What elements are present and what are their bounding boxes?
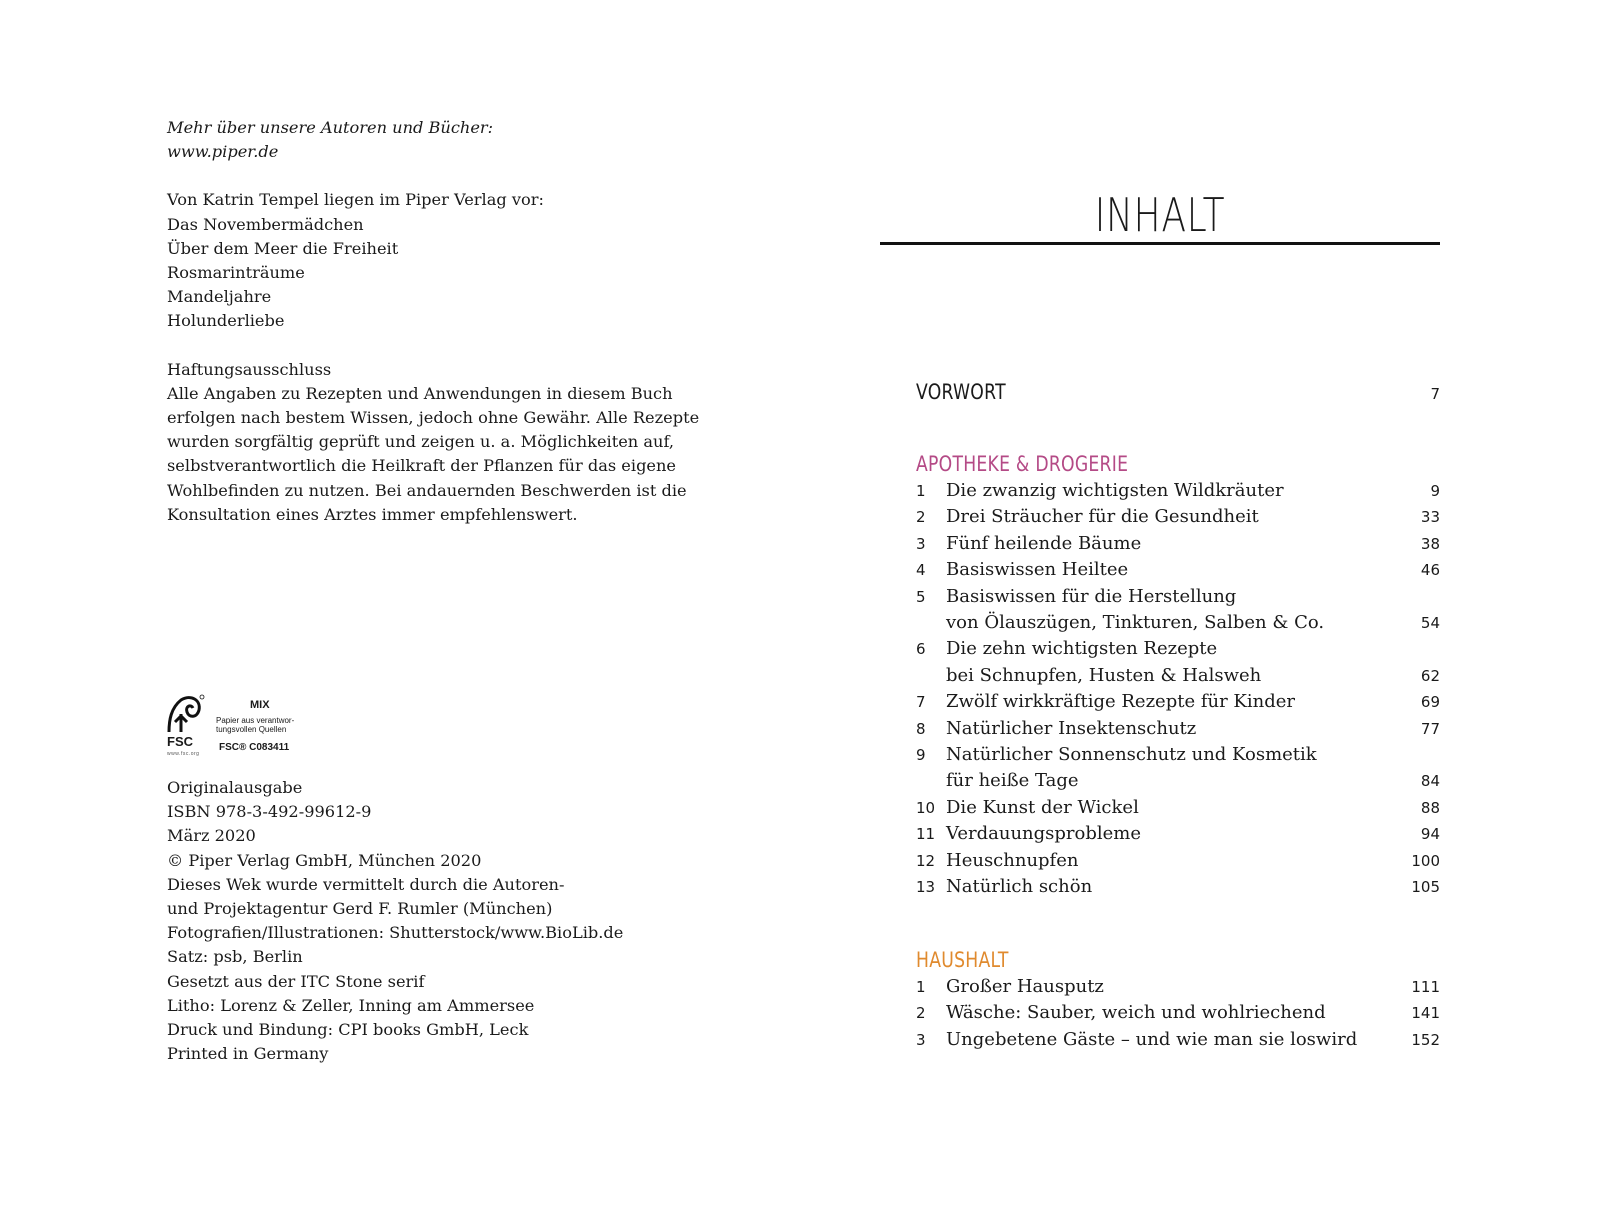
entry-title: Fünf heilende Bäume (946, 532, 1142, 554)
section-heading: APOTHEKE & DROGERIE (916, 452, 1129, 476)
entry-title: Basiswissen für die Herstellung (946, 585, 1237, 607)
entry-page-number: 69 (1420, 693, 1440, 712)
toc-entry[interactable] (916, 478, 1440, 504)
entry-page-number: 111 (1411, 978, 1440, 996)
fsc-mix-label: MIX (250, 699, 270, 711)
entry-title: Die Kunst der Wickel (946, 796, 1139, 818)
fsc-tree-icon (161, 694, 205, 736)
entry-number: 4 (916, 561, 926, 580)
entry-number: 8 (916, 719, 926, 738)
book-title: Mandeljahre (167, 287, 272, 307)
entry-number: 13 (916, 878, 936, 897)
toc-title-rule (880, 242, 1440, 245)
entry-page-number: 141 (1411, 1004, 1440, 1023)
entry-page-number: 77 (1420, 719, 1440, 738)
entry-title: Verdauungsprobleme (946, 823, 1142, 845)
entry-title: Zwölf wirkkräftige Rezepte für Kinder (946, 691, 1295, 713)
left-page (167, 116, 727, 527)
disclaimer-title: Haftungsausschluss (167, 359, 332, 379)
entry-page-number: 9 (1430, 482, 1440, 500)
entry-title: von Ölauszügen, Tinkturen, Salben & Co. (946, 612, 1325, 634)
imprint-line: und Projektagentur Gerd F. Rumler (München) (167, 899, 553, 919)
section-heading: HAUSHALT (916, 948, 1009, 972)
toc-entry[interactable] (916, 716, 1440, 742)
toc-entry[interactable] (916, 974, 1440, 1000)
entry-page-number: 54 (1420, 614, 1440, 633)
imprint-line: Satz: psb, Berlin (167, 947, 303, 967)
toc-entry[interactable] (916, 821, 1440, 847)
fsc-url: www.fsc.org (167, 751, 200, 757)
toc-title: INHALT (1094, 188, 1226, 242)
entry-number: 12 (916, 851, 936, 870)
books-intro: Von Katrin Tempel liegen im Piper Verlag vor: (167, 190, 544, 210)
imprint-line: Printed in Germany (167, 1044, 329, 1064)
toc-entry[interactable] (916, 504, 1440, 530)
toc-section-apotheke (916, 450, 1440, 901)
entry-title: bei Schnupfen, Husten & Halsweh (946, 664, 1262, 686)
entry-title: Heuschnupfen (946, 849, 1079, 871)
fsc-description: Papier aus verantwor-tungsvollen Quellen (216, 716, 295, 734)
toc-entry[interactable] (916, 584, 1440, 637)
entry-number: 1 (916, 978, 926, 996)
entry-title: Die zwanzig wichtigsten Wildkräuter (946, 480, 1284, 501)
vorwort-label: VORWORT (916, 380, 1006, 404)
imprint-line: Litho: Lorenz & Zeller, Inning am Ammersee (167, 995, 535, 1015)
imprint-line: Originalausgabe (167, 778, 303, 797)
entry-page-number: 105 (1411, 878, 1440, 897)
entry-title: Natürlicher Insektenschutz (946, 717, 1197, 739)
toc-entry[interactable] (916, 795, 1440, 821)
entry-title: Basiswissen Heiltee (946, 559, 1129, 581)
toc-entry[interactable] (916, 848, 1440, 874)
entry-title: Großer Hausputz (946, 976, 1104, 997)
entry-page-number: 38 (1420, 534, 1440, 553)
entry-title: Die zehn wichtigsten Rezepte (946, 638, 1218, 660)
toc-section-haushalt (916, 946, 1440, 1053)
entry-page-number: 100 (1411, 851, 1440, 870)
entry-number: 2 (916, 1004, 926, 1023)
entry-page-number: 88 (1420, 798, 1440, 817)
entry-title: Drei Sträucher für die Gesundheit (946, 506, 1259, 528)
toc-entry[interactable] (916, 874, 1440, 900)
disclaimer-line: Alle Angaben zu Rezepten und Anwendungen in diesem Buch (167, 383, 673, 403)
entry-number: 1 (916, 482, 926, 500)
entry-number: 7 (916, 693, 926, 712)
entry-page-number: 46 (1420, 561, 1440, 580)
imprint (167, 776, 727, 1066)
entry-number: 11 (916, 825, 936, 844)
entry-number: 10 (916, 798, 936, 817)
disclaimer-line: erfolgen nach bestem Wissen, jedoch ohne Gewähr. Alle Rezepte (167, 408, 700, 428)
entry-number: 6 (916, 640, 926, 659)
website-text: www.piper.de (167, 142, 279, 162)
toc-entry[interactable] (916, 636, 1440, 689)
toc-entry[interactable] (916, 531, 1440, 557)
book-title: Das Novembermädchen (167, 214, 364, 234)
entry-number: 5 (916, 587, 926, 606)
fsc-wordmark: FSC (167, 734, 193, 749)
entry-page-number: 94 (1420, 825, 1440, 844)
entry-page-number: 152 (1411, 1030, 1440, 1049)
entry-title: Natürlicher Sonnenschutz und Kosmetik (946, 744, 1317, 766)
disclaimer-line: Wohlbefinden zu nutzen. Bei andauernden Beschwerden ist die (167, 480, 687, 500)
book-title: Holunderliebe (167, 311, 285, 331)
toc-entry[interactable] (916, 742, 1440, 795)
disclaimer-line: wurden sorgfältig geprüft und zeigen u. a. Möglichkeiten auf, (167, 432, 675, 452)
imprint-line: Fotografien/Illustrationen: Shutterstock/www.BioLib.de (167, 923, 624, 943)
disclaimer-line: selbstverantwortlich die Heilkraft der Pflanzen für das eigene (167, 456, 677, 476)
imprint-line: Gesetzt aus der ITC Stone serif (167, 971, 425, 991)
imprint-line: März 2020 (167, 826, 256, 846)
disclaimer-line: Konsultation eines Arztes immer empfehlenswert. (167, 504, 578, 524)
entry-title: Ungebetene Gäste – und wie man sie loswird (946, 1028, 1358, 1050)
imprint-line: ISBN 978-3-492-99612-9 (167, 802, 372, 822)
vorwort-page: 7 (1430, 385, 1440, 403)
book-title: Rosmarinträume (167, 263, 305, 283)
imprint-line: Dieses Wek wurde vermittelt durch die Autoren- (167, 874, 565, 894)
entry-page-number: 33 (1420, 508, 1440, 527)
entry-number: 9 (916, 746, 926, 765)
toc-entry[interactable] (916, 1000, 1440, 1026)
toc-entry[interactable] (916, 689, 1440, 715)
entry-title: für heiße Tage (946, 770, 1079, 792)
entry-number: 3 (916, 534, 926, 553)
book-title: Über dem Meer die Freiheit (167, 238, 399, 258)
toc-entry[interactable] (916, 1027, 1440, 1053)
imprint-line: Druck und Bindung: CPI books GmbH, Leck (167, 1020, 529, 1040)
more-info-text: Mehr über unsere Autoren und Bücher: (167, 118, 494, 137)
imprint-line: © Piper Verlag GmbH, München 2020 (167, 850, 482, 870)
toc-entry[interactable] (916, 557, 1440, 583)
entry-page-number: 84 (1420, 772, 1440, 791)
toc-vorwort (916, 378, 1440, 406)
entry-title: Wäsche: Sauber, weich und wohlriechend (946, 1002, 1326, 1024)
fsc-logo (159, 694, 319, 762)
entry-page-number: 62 (1420, 666, 1440, 685)
fsc-code: FSC® C083411 (219, 742, 290, 753)
entry-number: 3 (916, 1030, 926, 1049)
entry-number: 2 (916, 508, 926, 527)
entry-title: Natürlich schön (946, 876, 1093, 898)
